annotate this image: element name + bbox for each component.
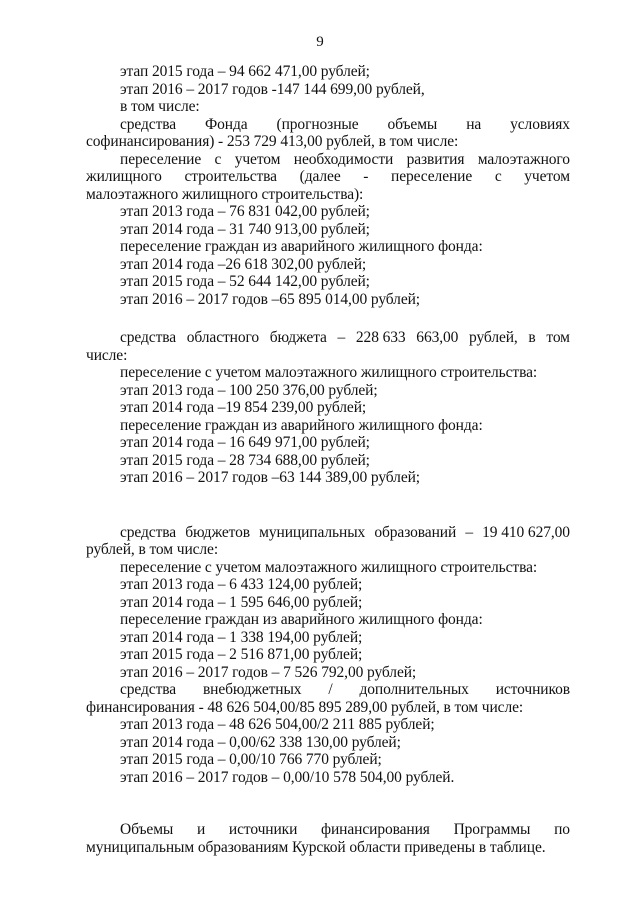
text-line: этап 2014 года –19 854 239,00 рублей; bbox=[120, 399, 367, 416]
word: - bbox=[363, 168, 369, 185]
text-line: этап 2016 – 2017 годов –65 895 014,00 рублей; bbox=[120, 290, 420, 308]
text-line: числе: bbox=[86, 346, 128, 364]
word: учетом bbox=[524, 168, 570, 185]
text-line: финансирования - 48 626 504,00/85 895 289,00 рублей, в том числе: bbox=[86, 698, 524, 716]
word: / bbox=[328, 681, 333, 698]
word: с bbox=[214, 150, 222, 168]
word: жилищного bbox=[86, 168, 162, 185]
text-line: переселение с учетом малоэтажного жилищного строительства: bbox=[120, 364, 538, 381]
text-line: муниципальным образованиям Курской области приведены в таблице. bbox=[86, 838, 546, 856]
text-line: переселение граждан из аварийного жилищного фонда: bbox=[120, 238, 483, 255]
word: (прогнозные bbox=[276, 115, 359, 133]
word: источников bbox=[495, 681, 570, 698]
word: объемы bbox=[387, 115, 438, 133]
word: Объемы bbox=[120, 821, 174, 838]
extrabudgetary-heading-line bbox=[86, 681, 570, 699]
word: развития bbox=[406, 150, 465, 168]
word: средства bbox=[120, 115, 177, 133]
word: 663,00 bbox=[416, 329, 459, 346]
word: учетом bbox=[234, 150, 281, 168]
word: 228 633 bbox=[355, 329, 406, 346]
word: условиях bbox=[510, 115, 570, 133]
word: бюджета bbox=[269, 329, 327, 346]
word: и bbox=[196, 821, 206, 838]
word: том bbox=[546, 329, 570, 346]
resettlement-heading-line bbox=[86, 168, 570, 186]
text-line: этап 2014 года – 1 595 646,00 рублей; bbox=[120, 593, 363, 611]
word: – bbox=[337, 329, 346, 346]
word: 19 410 627,00 bbox=[482, 523, 570, 541]
word: бюджетов bbox=[185, 523, 250, 541]
document-body bbox=[86, 63, 570, 856]
text-line: этап 2014 года – 31 740 913,00 рублей; bbox=[120, 220, 370, 238]
text-line: этап 2013 года – 76 831 042,00 рублей; bbox=[120, 203, 370, 220]
word: с bbox=[494, 168, 502, 185]
word: дополнительных bbox=[359, 681, 469, 698]
text-line: этап 2015 года – 52 644 142,00 рублей; bbox=[120, 273, 370, 290]
text-line: этап 2014 года – 0,00/62 338 130,00 рублей; bbox=[120, 733, 401, 751]
fund-heading-line bbox=[86, 116, 570, 134]
text-line: переселение граждан из аварийного жилищного фонда: bbox=[120, 416, 483, 434]
word: средства bbox=[120, 329, 177, 346]
text-line: этап 2013 года – 48 626 504,00/2 211 885 рублей; bbox=[120, 716, 435, 733]
closing-line bbox=[86, 821, 570, 839]
text-line: этап 2014 года – 1 338 194,00 рублей; bbox=[120, 628, 363, 646]
word: средства bbox=[120, 523, 177, 541]
word: необходимости bbox=[293, 150, 394, 168]
word: внебюджетных bbox=[202, 681, 302, 698]
word: рублей, bbox=[469, 329, 518, 346]
text-line: этап 2015 года – 94 662 471,00 рублей; bbox=[120, 63, 370, 80]
word: областного bbox=[186, 329, 260, 346]
regional-budget-heading-line bbox=[86, 329, 570, 347]
text-line: этап 2013 года – 6 433 124,00 рублей; bbox=[120, 576, 363, 593]
word: Программы bbox=[453, 821, 531, 838]
resettlement-heading-line bbox=[86, 151, 570, 169]
text-line: этап 2015 года – 28 734 688,00 рублей; bbox=[120, 451, 370, 469]
text-line: этап 2016 – 2017 годов –63 144 389,00 рублей; bbox=[120, 469, 420, 486]
page-number: 9 bbox=[316, 34, 324, 50]
text-line: этап 2016 – 2017 годов – 7 526 792,00 рублей; bbox=[120, 663, 417, 681]
word: муниципальных bbox=[259, 523, 366, 541]
word: Фонда bbox=[205, 115, 248, 133]
word: на bbox=[466, 115, 482, 133]
word: образований bbox=[374, 523, 457, 541]
word: источники bbox=[228, 821, 298, 838]
text-line: этап 2014 года –26 618 302,00 рублей; bbox=[120, 255, 367, 273]
text-line: в том числе: bbox=[120, 98, 200, 115]
text-line: этап 2013 года – 100 250 376,00 рублей; bbox=[120, 381, 378, 399]
text-line: рублей, в том числе: bbox=[86, 541, 219, 558]
word: по bbox=[554, 821, 570, 838]
text-line: этап 2016 – 2017 годов – 0,00/10 578 504,00 рублей. bbox=[120, 768, 455, 786]
text-line: этап 2016 – 2017 годов -147 144 699,00 рублей, bbox=[120, 80, 425, 98]
word: финансирования bbox=[321, 821, 430, 838]
municipal-budget-heading-line bbox=[86, 524, 570, 542]
word: средства bbox=[120, 681, 177, 698]
text-line: этап 2014 года – 16 649 971,00 рублей; bbox=[120, 434, 370, 451]
text-line: переселение с учетом малоэтажного жилищного строительства: bbox=[120, 558, 538, 576]
word: малоэтажного bbox=[477, 150, 570, 168]
word: строительства bbox=[184, 168, 277, 185]
text-line: малоэтажного жилищного строительства): bbox=[86, 185, 364, 203]
text-line: переселение граждан из аварийного жилищного фонда: bbox=[120, 611, 483, 628]
word: – bbox=[465, 523, 473, 541]
word: переселение bbox=[391, 168, 473, 185]
text-line: этап 2015 года – 2 516 871,00 рублей; bbox=[120, 646, 363, 663]
word: переселение bbox=[120, 150, 202, 168]
word: (далее bbox=[299, 168, 341, 185]
word: в bbox=[528, 329, 536, 346]
text-line: софинансирования) - 253 729 413,00 рублей, в том числе: bbox=[86, 133, 459, 150]
text-line: этап 2015 года – 0,00/10 766 770 рублей; bbox=[120, 751, 382, 768]
